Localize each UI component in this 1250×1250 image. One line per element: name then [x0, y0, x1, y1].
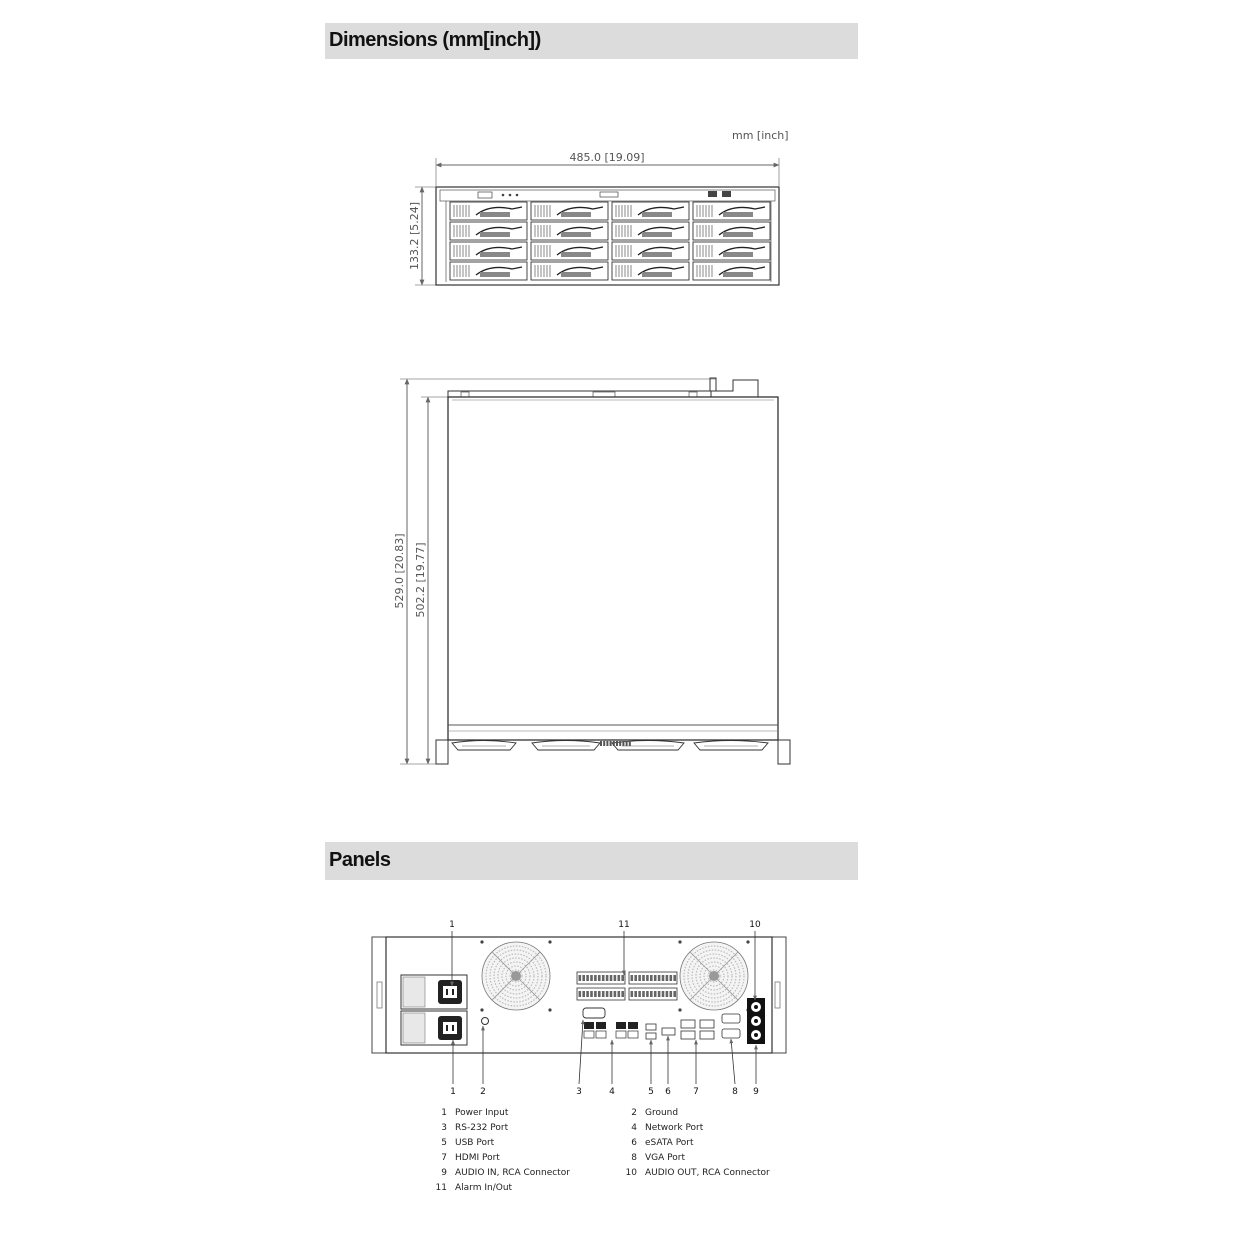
top-view-drawing [393, 378, 790, 764]
callout-bottom-4: 4 [609, 1087, 615, 1097]
legend-left-column [429, 1106, 570, 1196]
rear-panel-drawing [372, 920, 786, 1097]
bay-handle-profile [452, 741, 516, 751]
legend-item [429, 1106, 570, 1121]
terminal-block [629, 972, 677, 984]
drive-bay [450, 262, 527, 280]
legend-item-number: 10 [625, 1168, 637, 1178]
legend-item [429, 1151, 570, 1166]
drive-bay [612, 202, 689, 220]
callout-bottom-3: 3 [576, 1087, 582, 1097]
drive-bay [693, 222, 770, 240]
height-dimension-label: 133.2 [5.24] [408, 201, 421, 271]
terminal-block [577, 988, 625, 1000]
legend-item-label: VGA Port [645, 1153, 685, 1163]
legend-item-number: 4 [631, 1123, 637, 1133]
drive-bay [693, 242, 770, 260]
legend-item [619, 1166, 770, 1181]
callout-bottom-1: 1 [450, 1087, 456, 1097]
legend-item-number: 8 [631, 1153, 637, 1163]
vga-port [722, 1014, 740, 1023]
drive-bay [450, 202, 527, 220]
bay-handle-profile [694, 741, 768, 751]
legend-item [619, 1121, 770, 1136]
legend-item-label: Alarm In/Out [455, 1183, 513, 1193]
legend-item-label: USB Port [455, 1138, 495, 1148]
drive-bay [612, 262, 689, 280]
legend-item-label: Power Input [455, 1108, 509, 1118]
legend-item-number: 7 [441, 1153, 447, 1163]
legend-item-label: Network Port [645, 1123, 704, 1133]
callout-bottom-9: 9 [753, 1087, 759, 1097]
legend-item-number: 9 [441, 1168, 447, 1178]
callout-bottom-7: 7 [693, 1087, 699, 1097]
front-view-drawing [408, 129, 789, 285]
depth-total-dimension-label: 529.0 [20.83] [393, 533, 406, 609]
hdmi-port [681, 1020, 695, 1028]
legend-right-column [619, 1106, 770, 1181]
depth-body-dimension-label: 502.2 [19.77] [414, 542, 427, 618]
drive-bay [612, 222, 689, 240]
legend-item-number: 3 [441, 1123, 447, 1133]
legend-item [429, 1181, 570, 1196]
front-bay-profile [452, 741, 768, 751]
legend-item-label: AUDIO IN, RCA Connector [455, 1168, 570, 1178]
callout-top-11: 11 [618, 920, 630, 930]
callout-bottom-8: 8 [732, 1087, 738, 1097]
terminal-block [577, 972, 625, 984]
terminal-block [629, 988, 677, 1000]
legend-item-label: eSATA Port [645, 1138, 694, 1148]
bay-handle-profile [532, 741, 600, 751]
top-chassis [448, 397, 778, 740]
drive-bay [531, 262, 608, 280]
legend-item-number: 11 [435, 1183, 447, 1193]
callout-top-1: 1 [449, 920, 455, 930]
rs232-port [583, 1008, 605, 1018]
legend-item-number: 5 [441, 1138, 447, 1148]
callout-bottom-5: 5 [648, 1087, 654, 1097]
callout-bottom-2: 2 [480, 1087, 486, 1097]
legend-item [619, 1151, 770, 1166]
legend-item-number: 6 [631, 1138, 637, 1148]
legend-item-label: Ground [645, 1108, 679, 1118]
panels-section-title: Panels [325, 842, 858, 880]
drive-bay [531, 222, 608, 240]
drive-bay [693, 262, 770, 280]
callout-bottom-6: 6 [665, 1087, 671, 1097]
dimensions-section-title: Dimensions (mm[inch]) [325, 23, 858, 59]
legend-item [429, 1166, 570, 1181]
callout-top-10: 10 [749, 920, 761, 930]
width-dimension-label: 485.0 [19.09] [569, 151, 645, 164]
drive-bay [450, 222, 527, 240]
drive-bay [693, 202, 770, 220]
drive-bay [612, 242, 689, 260]
legend-item [619, 1106, 770, 1121]
legend-item [429, 1136, 570, 1151]
legend-item-label: AUDIO OUT, RCA Connector [645, 1168, 770, 1178]
legend-item-number: 1 [441, 1108, 447, 1118]
legend-item-number: 2 [631, 1108, 637, 1118]
esata-port [662, 1028, 675, 1035]
drive-bay [531, 202, 608, 220]
legend-item-label: RS-232 Port [455, 1123, 509, 1133]
legend-item [429, 1121, 570, 1136]
unit-label: mm [inch] [732, 129, 789, 142]
drive-bay [531, 242, 608, 260]
legend-item [619, 1136, 770, 1151]
usb-port [646, 1024, 656, 1030]
drive-bay [450, 242, 527, 260]
legend-item-label: HDMI Port [455, 1153, 500, 1163]
